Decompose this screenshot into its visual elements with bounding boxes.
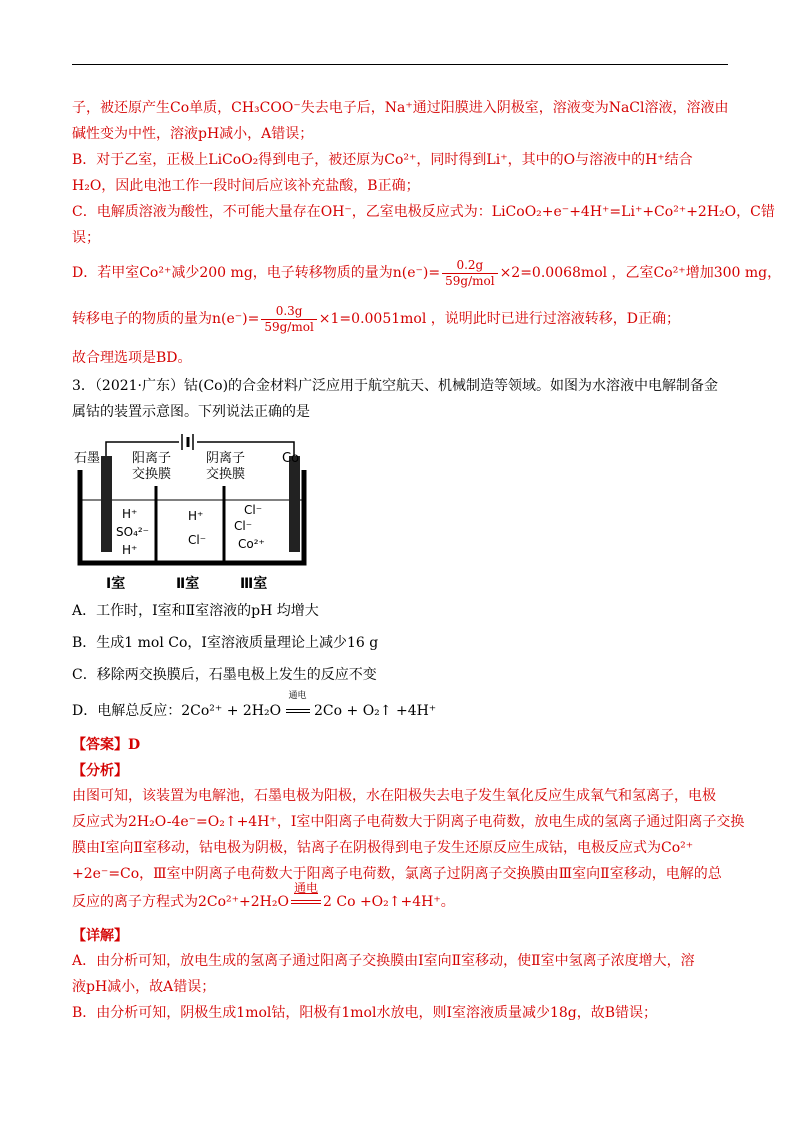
prev-explain-line-4: H₂O，因此电池工作一段时间后应该补充盐酸，B正确；: [72, 178, 420, 194]
analysis-line-2: 反应式为2H₂O-4e⁻=O₂↑+4H⁺，Ⅰ室中阳离子电荷数大于阴离子电荷数，放电生成的氢离子通过阳离子交换: [72, 814, 745, 830]
graphite-electrode: [101, 456, 112, 552]
analysis-line-5: [72, 881, 455, 912]
analysis-label: 【分析】: [72, 763, 128, 779]
analysis-condition: [291, 881, 321, 912]
detail-line-1: A．由分析可知，放电生成的氢离子通过阳离子交换膜由Ⅰ室向Ⅱ室移动，使Ⅱ室中氢离子浓度增大，溶: [72, 953, 695, 969]
option-b: B．生成1 mol Co，Ⅰ室溶液质量理论上减少16 g: [72, 635, 379, 651]
detail-line-2: 液pH减小，故A错误；: [72, 979, 216, 995]
d1-suffix: ×2=0.0068mol ，乙室Co²⁺增加300 mg，: [499, 265, 782, 281]
d2-prefix: 转移电子的物质的量为n(e⁻)=: [72, 311, 260, 327]
equals-bar: [286, 709, 310, 713]
condition-text: 通电: [288, 691, 307, 701]
electrolysis-condition: [286, 691, 310, 721]
option-a: A．工作时，Ⅰ室和Ⅱ室溶液的pH 均增大: [72, 603, 319, 619]
room3-label: Ⅲ室: [240, 576, 268, 592]
prev-explain-line-3: B．对于乙室，正极上LiCoO₂得到电子，被还原为Co²⁺，同时得到Li⁺，其中的O与溶液中的H⁺结合: [72, 152, 693, 168]
header-rule: [72, 64, 728, 65]
fraction-2-den: 59g/mol: [264, 319, 314, 334]
analysis-l5-prefix: 反应的离子方程式为2Co²⁺+2H₂O: [72, 894, 289, 910]
electrolysis-diagram: [72, 428, 312, 598]
graphite-label: 石墨: [74, 451, 101, 466]
fraction-2-num: 0.3g: [261, 304, 316, 320]
anion-membrane-label-2: 交换膜: [206, 467, 246, 482]
prev-explain-line-6: 误；: [72, 230, 100, 246]
answer-label: 【答案】D: [72, 737, 141, 753]
room1-label: Ⅰ室: [106, 576, 126, 592]
room1-ion-3: H⁺: [122, 543, 138, 557]
prev-explain-line-2: 碱性变为中性，溶液pH减小，A错误；: [72, 126, 314, 142]
prev-explain-line-1: 子，被还原产生Co单质，CH₃COO⁻失去电子后，Na⁺通过阳膜进入阴极室，溶液变为NaCl溶液，溶液由: [72, 100, 729, 116]
cobalt-electrode: [289, 456, 300, 552]
analysis-l5-suffix: 2 Co +O₂↑+4H⁺。: [323, 894, 455, 910]
analysis-line-1: 由图可知，该装置为电解池，石墨电极为阳极，水在阳极失去电子发生氧化反应生成氧气和氢离子，电极: [72, 788, 716, 804]
fraction-1-den: 59g/mol: [445, 273, 495, 288]
fraction-2: [261, 304, 316, 335]
prev-explain-option-d: [72, 256, 781, 290]
co-label: Co: [282, 451, 300, 466]
prev-explain-line-5: C．电解质溶液为酸性，不可能大量存在OH⁻，乙室电极反应式为：LiCoO₂+e⁻+4H⁺=Li⁺+Co²⁺+2H₂O，C错: [72, 204, 775, 220]
question-line-1: 3．（2021·广东）钴(Co)的合金材料广泛应用于航空航天、机械制造等领域。如图为水溶液中电解制备金: [72, 378, 719, 394]
question-line-2: 属钴的装置示意图。下列说法正确的是: [72, 404, 310, 420]
cation-membrane-label-2: 交换膜: [132, 467, 172, 482]
fraction-1-num: 0.2g: [442, 258, 497, 274]
analysis-line-3: 膜由Ⅰ室向Ⅱ室移动，钴电极为阴极，钴离子在阴极得到电子发生还原反应生成钴，电极反应式为Co²⁺: [72, 840, 694, 856]
room1-ion-1: H⁺: [122, 507, 138, 521]
option-c: C．移除两交换膜后，石墨电极上发生的反应不变: [72, 667, 377, 683]
room1-ion-2: SO₄²⁻: [116, 525, 150, 539]
analysis-line-4: +2e⁻=Co，Ⅲ室中阴离子电荷数大于阳离子电荷数，氯离子过阴离子交换膜由Ⅲ室向Ⅱ室移动，电解的总: [72, 866, 722, 882]
room2-ion-2: Cl⁻: [188, 533, 207, 547]
analysis-condition-text: 通电: [293, 881, 318, 895]
room2-ion-1: H⁺: [188, 509, 204, 523]
fraction-1: [442, 258, 497, 289]
d2-suffix: ×1=0.0051mol ，说明此时已进行过溶液转移，D正确；: [318, 311, 681, 327]
analysis-equals-bar: [291, 900, 321, 904]
anion-membrane-label-1: 阴离子: [206, 451, 246, 466]
option-d-prefix: D．电解总反应：2Co²⁺ + 2H₂O: [72, 703, 286, 719]
room2-label: Ⅱ室: [176, 576, 200, 592]
prev-conclusion: 故合理选项是BD。: [72, 350, 192, 366]
room3-ion-1: Cl⁻: [244, 503, 263, 517]
room3-ion-3: Co²⁺: [238, 537, 265, 551]
option-d: [72, 691, 437, 721]
d1-prefix: D．若甲室Co²⁺减少200 mg，电子转移物质的量为n(e⁻)=: [72, 265, 441, 281]
detail-label: 【详解】: [72, 928, 128, 944]
detail-line-3: B．由分析可知，阴极生成1mol钴，阳极有1mol水放电，则Ⅰ室溶液质量减少18g，故B错误；: [72, 1005, 658, 1021]
option-d-suffix: 2Co + O₂↑ +4H⁺: [309, 703, 437, 719]
room3-ion-2: Cl⁻: [234, 519, 253, 533]
cation-membrane-label-1: 阳离子: [132, 451, 172, 466]
prev-explain-option-d-cont: [72, 302, 680, 336]
